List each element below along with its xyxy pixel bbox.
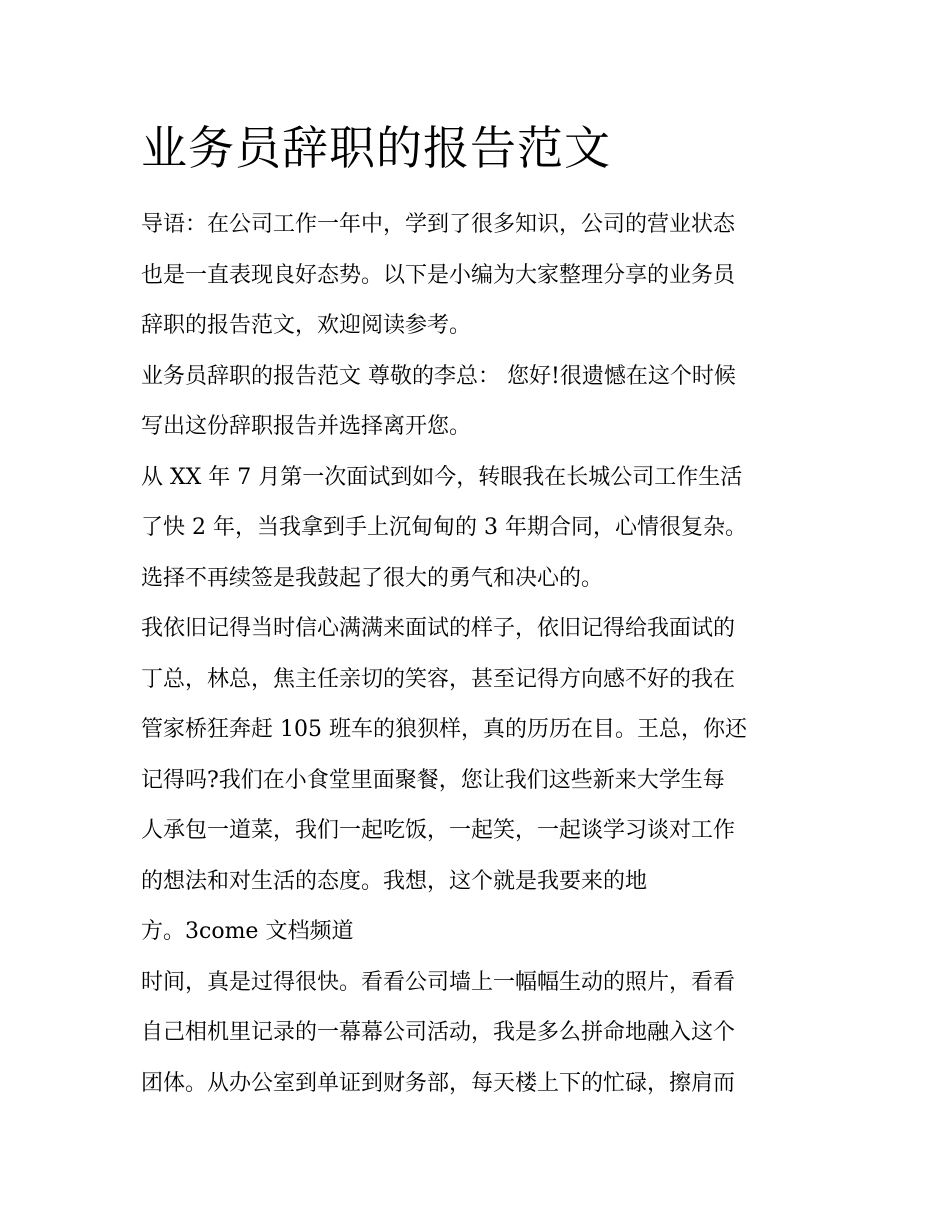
text-line: 选择不再续签是我鼓起了很大的勇气和决心的。 xyxy=(141,565,604,591)
text-line: 写出这份辞职报告并选择离开您。 xyxy=(141,414,472,439)
text-line: 的想法和对生活的态度。我想，这个就是我要来的地 xyxy=(141,868,648,894)
text-line: 导语：在公司工作一年中，学到了很多知识，公司的营业状态 xyxy=(141,212,736,237)
document-body xyxy=(141,200,821,1109)
text-line: 记得吗?我们在小食堂里面聚餐，您让我们这些新来大学生每 xyxy=(141,767,725,793)
text-line: 辞职的报告范文，欢迎阅读参考。 xyxy=(141,313,472,338)
text-line: 也是一直表现良好态势。以下是小编为大家整理分享的业务员 xyxy=(141,262,736,288)
text-line: 人承包一道菜，我们一起吃饭，一起笑，一起谈学习谈对工作 xyxy=(141,818,736,843)
text-line: 方。3come 文档频道 xyxy=(141,919,354,944)
text-line: 自己相机里记录的一幕幕公司活动，我是多么拼命地融入这个 xyxy=(141,1020,736,1045)
text-line: 时间，真是过得很快。看看公司墙上一幅幅生动的照片，看看 xyxy=(141,969,736,995)
text-line: 了快 2 年，当我拿到手上沉甸甸的 3 年期合同，心情很复杂。 xyxy=(141,515,747,540)
text-line: 从 XX 年 7 月第一次面试到如今，转眼我在长城公司工作生活 xyxy=(141,464,743,490)
text-line: 丁总，林总，焦主任亲切的笑容，甚至记得方向感不好的我在 xyxy=(141,666,736,692)
text-line: 管家桥狂奔赶 105 班车的狼狈样，真的历历在目。王总，你还 xyxy=(141,717,747,742)
text-line: 团体。从办公室到单证到财务部，每天楼上下的忙碌，擦肩而 xyxy=(141,1070,736,1096)
text-line: 我依旧记得当时信心满满来面试的样子，依旧记得给我面试的 xyxy=(141,616,736,641)
text-line: 业务员辞职的报告范文 尊敬的李总： 您好!很遗憾在这个时候 xyxy=(141,363,736,389)
document-title: 业务员辞职的报告范文 xyxy=(141,121,611,175)
